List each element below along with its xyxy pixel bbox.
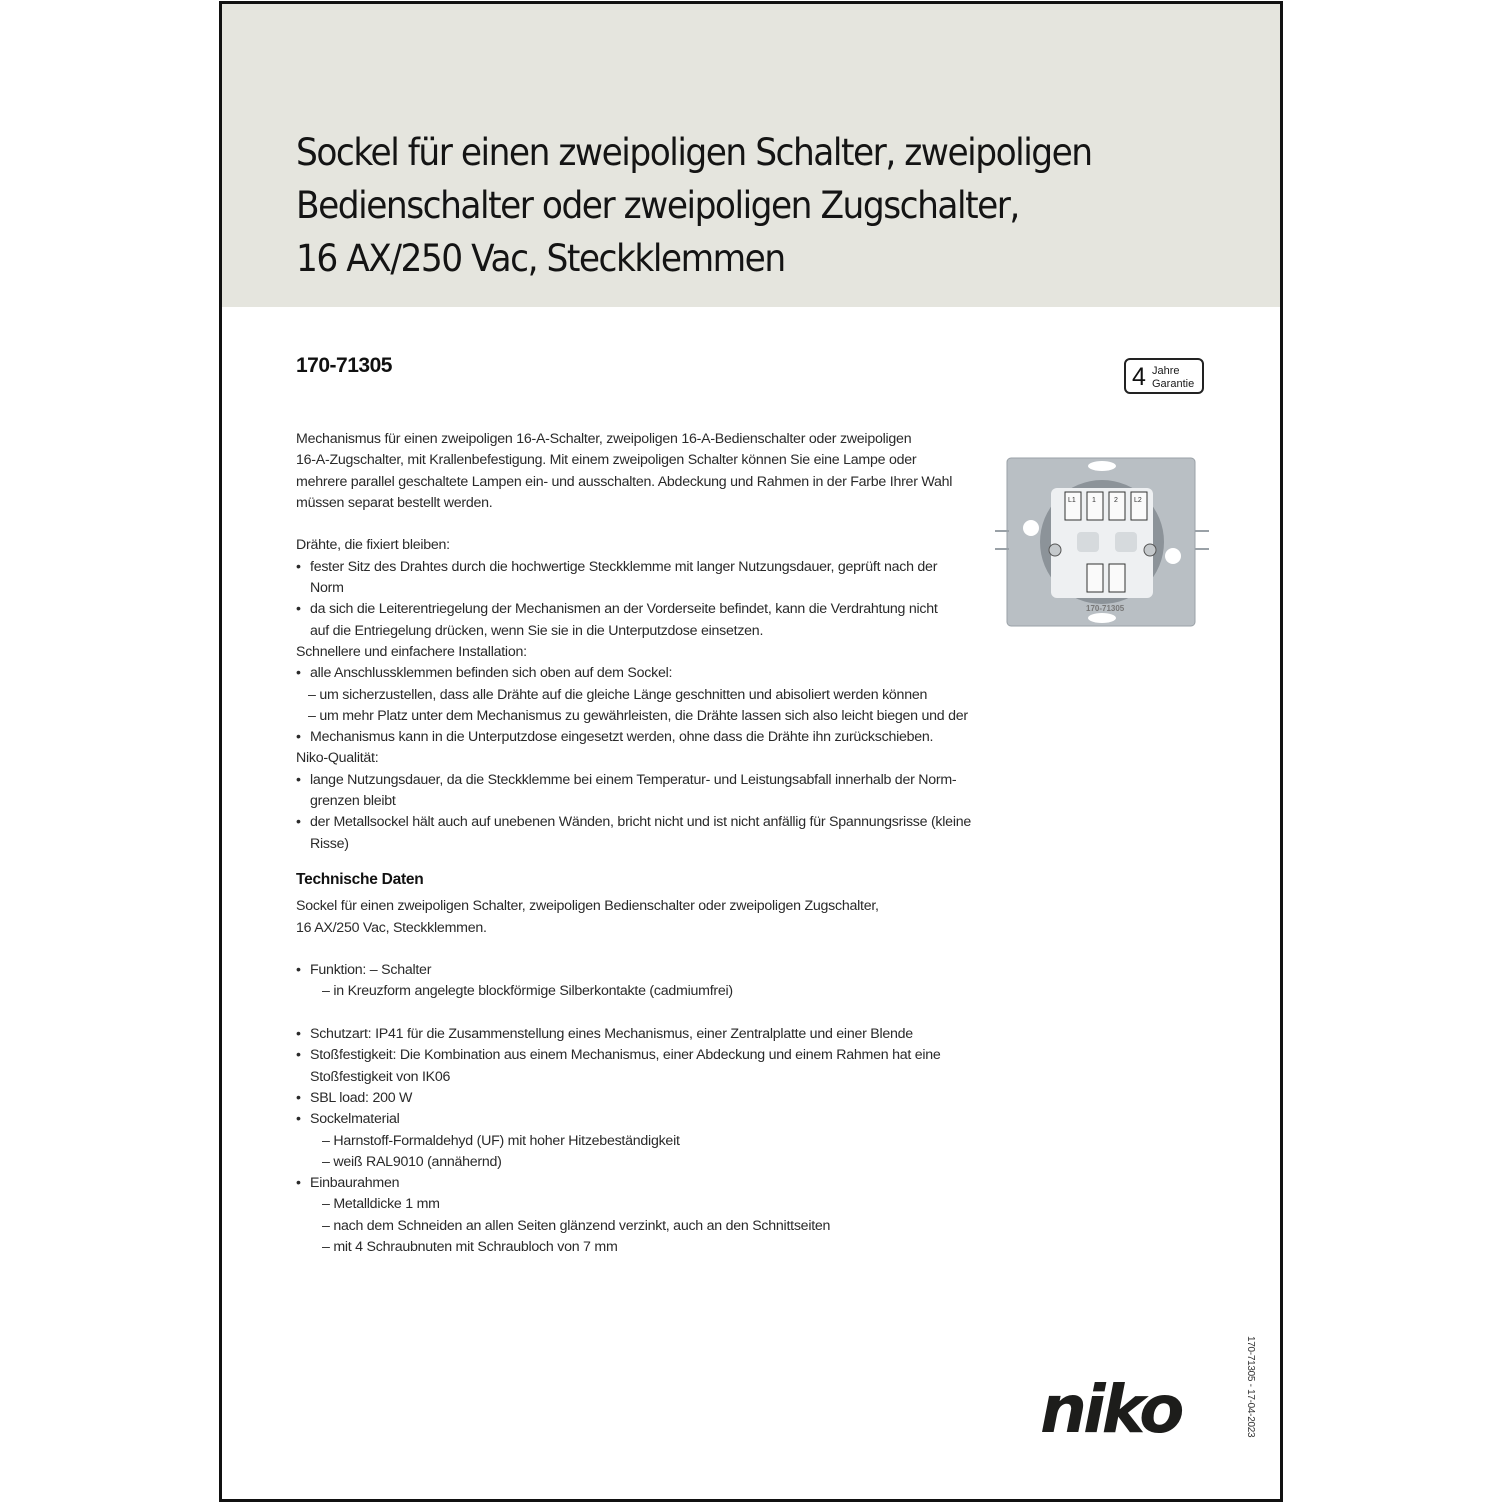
section-heading: Schnellere und einfachere Installation:	[296, 643, 527, 660]
title-line: Sockel für einen zweipoligen Schalter, zweipoligen	[296, 131, 1092, 174]
spec-function: • Funktion: – Schalter – in Kreuzform angelegte blockförmige Silberkontakte (cadmiumfrei)	[296, 960, 986, 1003]
datasheet-page	[219, 1, 1283, 1502]
spec-schutzart: • Schutzart: IP41 für die Zusammenstellung eines Mechanismus, einer Zentralplatte und einer Blende	[296, 1024, 986, 1045]
spec-stossfestigkeit: • Stoßfestigkeit: Die Kombination aus einem Mechanismus, einer Abdeckung und einem Rahmen hat eine Stoßfestigkeit von IK06	[296, 1045, 986, 1088]
list-item: • alle Anschlussklemmen befinden sich oben auf dem Sockel:	[296, 663, 986, 684]
side-reference: 170-71305 - 17-04-2023	[1245, 1336, 1256, 1438]
svg-text:170-71305: 170-71305	[1086, 604, 1125, 613]
svg-text:1: 1	[1092, 497, 1096, 504]
spec-einbaurahmen: • Einbaurahmen – Metalldicke 1 mm – nach dem Schneiden an allen Seiten glänzend verzinkt, auch an den Schnittseiten – mit 4 Schraubnuten mit Schraubloch von 7 mm	[296, 1173, 986, 1258]
svg-text:L1: L1	[1068, 497, 1076, 504]
intro-line: Mechanismus für einen zweipoligen 16-A-Schalter, zweipoligen 16-A-Bedienschalter oder zweipoligen	[296, 431, 912, 447]
warranty-label-2: Garantie	[1152, 378, 1195, 390]
sub-item-continued: • Mechanismus kann in die Unterputzdose eingesetzt werden, ohne dass die Drähte ihn zurückschieben.	[296, 727, 986, 748]
list-item: • lange Nutzungsdauer, da die Steckklemme bei einem Temperatur- und Leistungsabfall innerhalb der Norm- grenzen bleibt	[296, 770, 986, 813]
svg-text:2: 2	[1114, 497, 1118, 504]
spec-sbl-load: • SBL load: 200 W	[296, 1088, 986, 1109]
title-line: 16 AX/250 Vac, Steckklemmen	[296, 237, 785, 280]
technical-heading: Technische Daten	[296, 870, 424, 888]
header-band	[222, 4, 1280, 307]
sub-item: – um sicherzustellen, dass alle Drähte auf die gleiche Länge geschnitten und abisoliert werden können	[308, 686, 928, 703]
sub-item: – um mehr Platz unter dem Mechanismus zu gewährleisten, die Drähte lassen sich also leicht biegen und der	[308, 707, 968, 724]
technical-summary: 16 AX/250 Vac, Steckklemmen.	[296, 919, 487, 936]
svg-text:L2: L2	[1134, 497, 1142, 504]
warranty-years: 4	[1132, 363, 1146, 391]
article-number: 170-71305	[296, 354, 392, 377]
spec-sockelmaterial: • Sockelmaterial – Harnstoff-Formaldehyd (UF) mit hoher Hitzebeständigkeit – weiß RAL9010 (annähernd)	[296, 1109, 986, 1173]
niko-logo: niko	[1040, 1371, 1181, 1448]
list-item: • fester Sitz des Drahtes durch die hochwertige Steckklemme mit langer Nutzungsdauer, geprüft nach der Norm	[296, 557, 986, 600]
title-line: Bedienschalter oder zweipoligen Zugschalter,	[296, 184, 1019, 227]
list-item: • da sich die Leiterentriegelung der Mechanismen an der Vorderseite befindet, kann die Verdrahtung nicht auf die Entriegelung drücken, wenn Sie sie in die Unterputzdose einsetzen.	[296, 599, 986, 642]
intro-line: mehrere parallel geschaltete Lampen ein- und ausschalten. Abdeckung und Rahmen in der Farbe Ihrer Wahl	[296, 473, 953, 490]
description	[296, 429, 986, 1258]
section-heading: Niko-Qualität:	[296, 750, 379, 767]
page-title	[296, 126, 1180, 285]
warranty-badge	[1124, 358, 1204, 394]
intro-line: müssen separat bestellt werden.	[296, 494, 493, 511]
list-item: • der Metallsockel hält auch auf unebenen Wänden, bricht nicht und ist nicht anfällig für Spannungsrisse (kleine Risse)	[296, 812, 986, 855]
intro-line: 16-A-Zugschalter, mit Krallenbefestigung. Mit einem zweipoligen Schalter können Sie eine Lampe oder	[296, 452, 917, 469]
section-heading: Drähte, die fixiert bleiben:	[296, 537, 450, 554]
technical-summary: Sockel für einen zweipoligen Schalter, zweipoligen Bedienschalter oder zweipoligen Zugschalter,	[296, 898, 879, 915]
warranty-label-1: Jahre	[1152, 365, 1180, 377]
product-image	[995, 452, 1209, 632]
